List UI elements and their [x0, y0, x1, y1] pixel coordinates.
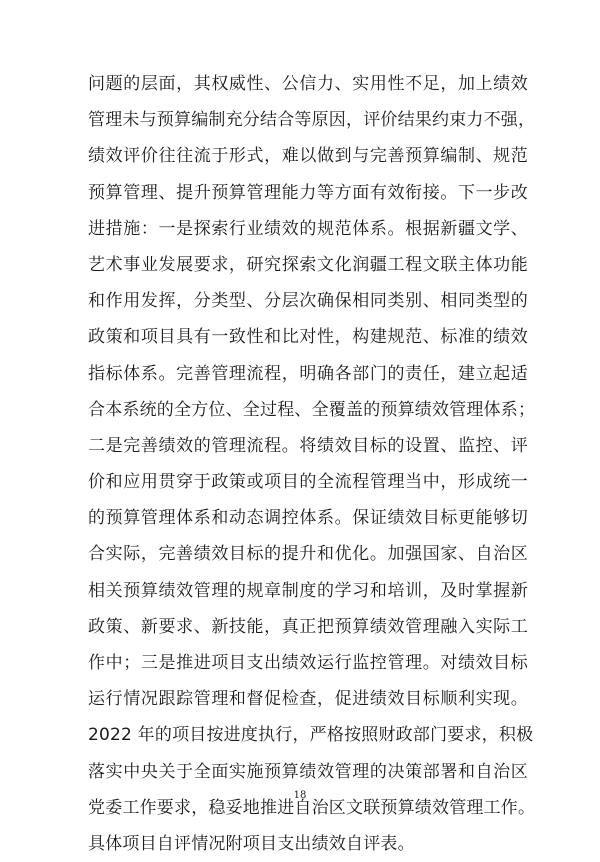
text-line: 作中；三是推进项目支出绩效运行监控管理。对绩效目标	[88, 653, 528, 673]
text-line: 落实中央关于全面实施预算绩效管理的决策部署和自治区	[88, 761, 528, 782]
text-line: 绩效评价往往流于形式，难以做到与完善预算编制、规范	[88, 146, 528, 167]
text-line: 政策和项目具有一致性和比对性，构建规范、标准的绩效	[88, 327, 528, 348]
text-line: 党委工作要求，稳妥地推进自治区文联预算绩效管理工作。	[88, 797, 536, 818]
text-line: 进措施：一是探索行业绩效的规范体系。根据新疆文学、	[88, 218, 528, 239]
text-line: 价和应用贯穿于政策或项目的全流程管理当中，形成统一	[88, 472, 528, 493]
text-line: 预算管理、提升预算管理能力等方面有效衔接。下一步改	[88, 182, 528, 203]
body-paragraph	[88, 66, 536, 862]
text-line: 政策、新要求、新技能，真正把预算绩效管理融入实际工	[88, 616, 528, 637]
text-line: 运行情况跟踪管理和督促检查，促进绩效目标顺利实现。	[88, 689, 528, 710]
text-line: 问题的层面，其权威性、公信力、实用性不足，加上绩效	[88, 74, 528, 94]
text-line: 具体项目自评情况附项目支出绩效自评表。	[88, 833, 415, 854]
text-line: 管理未与预算编制充分结合等原因，评价结果约束力不强，	[88, 110, 536, 131]
text-line: 合本系统的全方位、全过程、全覆盖的预算绩效管理体系；	[88, 399, 536, 420]
text-line: 和作用发挥，分类型、分层次确保相同类别、相同类型的	[88, 291, 528, 312]
text-line: 指标体系。完善管理流程，明确各部门的责任，建立起适	[88, 363, 528, 384]
text-line: 2022 年的项目按进度执行，严格按照财政部门要求，积极	[88, 725, 534, 746]
text-line: 相关预算绩效管理的规章制度的学习和培训，及时掌握新	[88, 580, 528, 601]
page-number: 18	[293, 790, 307, 801]
text-line: 的预算管理体系和动态调控体系。保证绩效目标更能够切	[88, 508, 528, 529]
text-line: 合实际，完善绩效目标的提升和优化。加强国家、自治区	[88, 544, 528, 565]
text-line: 二是完善绩效的管理流程。将绩效目标的设置、监控、评	[88, 435, 528, 456]
text-line: 艺术事业发展要求，研究探索文化润疆工程文联主体功能	[88, 254, 528, 275]
